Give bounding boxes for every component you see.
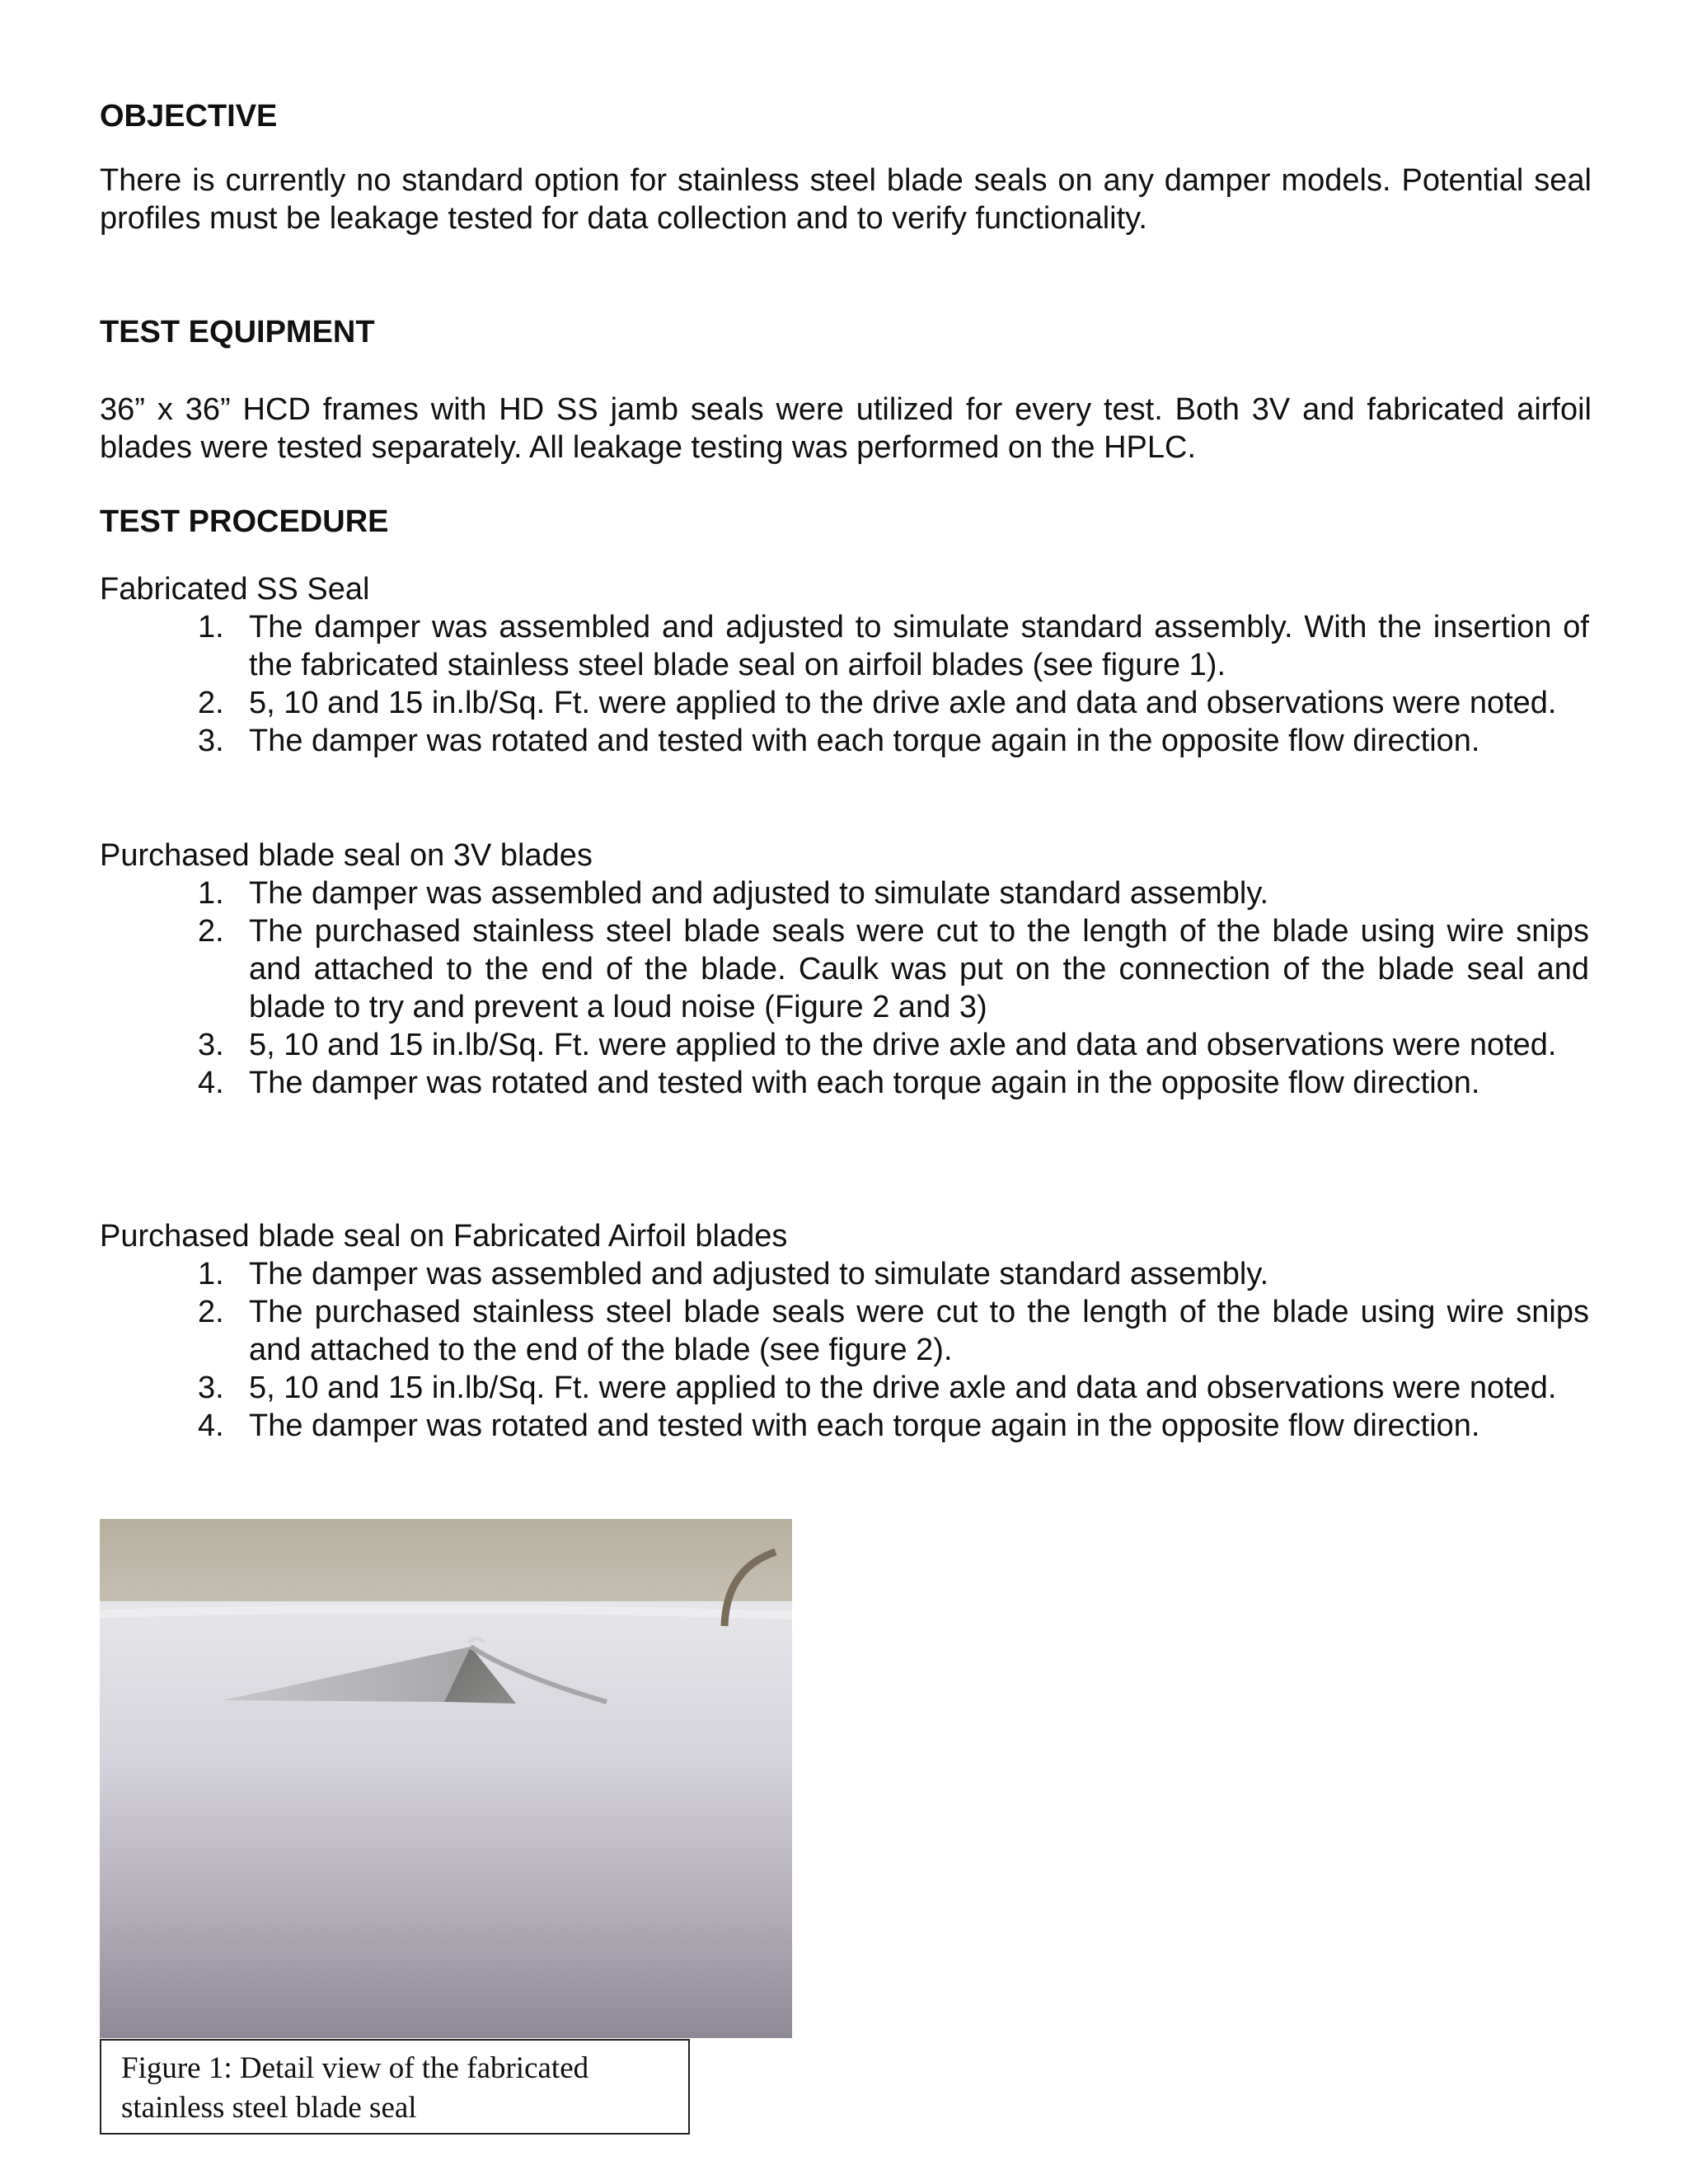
list-item-number: 4. — [198, 1408, 224, 1443]
figure-1-caption — [100, 2039, 690, 2135]
list-item-text: 5, 10 and 15 in.lb/Sq. Ft. were applied to the drive axle and data and observations were noted. — [249, 1371, 1557, 1405]
section-title-fabricated-ss-seal: Fabricated SS Seal — [100, 572, 370, 607]
list-item — [0, 722, 1589, 760]
procedure-list-fabricated-ss-seal — [0, 608, 1688, 760]
list-item-text: The damper was rotated and tested with each torque again in the opposite flow direction. — [249, 724, 1480, 758]
objective-heading: OBJECTIVE — [100, 99, 278, 134]
blade-seal-photo-illustration — [100, 1519, 792, 2038]
list-item — [0, 874, 1589, 912]
list-item-number: 2. — [198, 686, 224, 720]
list-item-text: The damper was assembled and adjusted to simulate standard assembly. With the insertion of the fabricated stainless steel blade seal on airfoil blades (see figure 1). — [249, 610, 1589, 682]
list-item-text: The damper was assembled and adjusted to simulate standard assembly. — [249, 1257, 1269, 1291]
list-item-text: 5, 10 and 15 in.lb/Sq. Ft. were applied to the drive axle and data and observations were noted. — [249, 686, 1557, 720]
list-item — [0, 1293, 1589, 1369]
figure-1-caption-line-1: Figure 1: Detail view of the fabricated — [121, 2051, 589, 2085]
list-item-number: 3. — [198, 1028, 224, 1062]
section-title-purchased-3v: Purchased blade seal on 3V blades — [100, 838, 593, 873]
figure-1-caption-line-2: stainless steel blade seal — [121, 2091, 417, 2125]
objective-paragraph: There is currently no standard option for stainless steel blade seals on any damper models. Potential seal profiles must be leakage tested for data collection and to verify functionality. — [100, 163, 1592, 236]
list-item — [0, 608, 1589, 684]
list-item-text: The damper was rotated and tested with each torque again in the opposite flow direction. — [249, 1066, 1480, 1100]
list-item-number: 2. — [198, 914, 224, 949]
test-equipment-paragraph: 36” x 36” HCD frames with HD SS jamb seals were utilized for every test. Both 3V and fabricated airfoil blades were tested separately. All leakage testing was performed on the HPLC. — [100, 392, 1592, 465]
list-item — [0, 1369, 1589, 1407]
list-item-number: 3. — [198, 1371, 224, 1405]
list-item — [0, 1064, 1589, 1102]
list-item-text: The purchased stainless steel blade seals were cut to the length of the blade using wire snips and attached to the end of the blade. Caulk was put on the connection of the blade seal and blade to try and prevent a loud noise (Figure 2 and 3) — [249, 914, 1589, 1024]
list-item-text: The damper was assembled and adjusted to simulate standard assembly. — [249, 876, 1269, 911]
list-item — [0, 684, 1589, 722]
list-item — [0, 1255, 1589, 1293]
list-item-number: 1. — [198, 610, 224, 644]
list-item-number: 1. — [198, 876, 224, 911]
list-item-text: The damper was rotated and tested with each torque again in the opposite flow direction. — [249, 1408, 1480, 1443]
figure-1-photo — [100, 1519, 792, 2038]
section-title-purchased-airfoil: Purchased blade seal on Fabricated Airfoil blades — [100, 1219, 788, 1254]
list-item-number: 4. — [198, 1066, 224, 1100]
test-procedure-heading: TEST PROCEDURE — [100, 504, 389, 539]
list-item — [0, 1026, 1589, 1064]
list-item-number: 1. — [198, 1257, 224, 1291]
list-item-text: 5, 10 and 15 in.lb/Sq. Ft. were applied to the drive axle and data and observations were noted. — [249, 1028, 1557, 1062]
test-equipment-heading: TEST EQUIPMENT — [100, 315, 375, 349]
procedure-list-purchased-3v — [0, 874, 1688, 1102]
list-item-number: 2. — [198, 1295, 224, 1329]
list-item-number: 3. — [198, 724, 224, 758]
procedure-list-purchased-airfoil — [0, 1255, 1688, 1445]
list-item-text: The purchased stainless steel blade seals were cut to the length of the blade using wire snips and attached to the end of the blade (see figure 2). — [249, 1295, 1589, 1367]
list-item — [0, 912, 1589, 1026]
list-item — [0, 1407, 1589, 1445]
